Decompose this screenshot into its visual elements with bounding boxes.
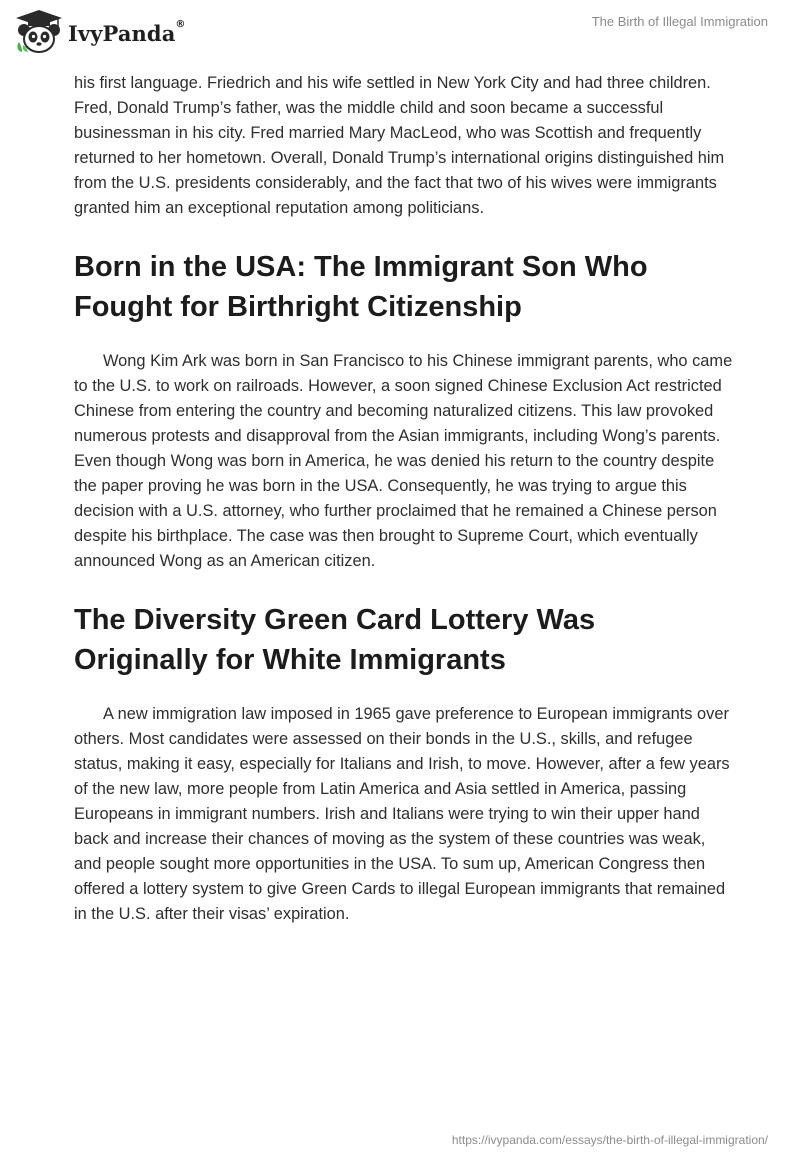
page-header <box>0 0 800 66</box>
section-paragraph-birthright-citizenship: Wong Kim Ark was born in San Francisco to his Chinese immigrant parents, who came to the U.S. to work on railroads. However, a soon signed Chinese Exclusion Act restricted Chinese from entering the country and becoming naturalized citizens. This law provoked numerous protests and disapproval from the Asian immigrants, including Wong’s parents. Even though Wong was born in America, he was denied his return to the country despite the paper proving he was born in the USA. Consequently, he was trying to argue this decision with a U.S. attorney, who further proclaimed that he remained a Chinese person despite his birthplace. The case was then brought to Supreme Court, which eventually announced Wong as an American citizen. <box>74 352 733 570</box>
section-heading-green-card-lottery: The Diversity Green Card Lottery Was Originally for White Immigrants <box>74 604 596 676</box>
brand-logo[interactable] <box>14 8 186 54</box>
section-paragraph-green-card-lottery: A new immigration law imposed in 1965 gave preference to European immigrants over others. Most candidates were assessed on their bonds in the U.S., skills, and refugee status, making it easy, especially for Italians and Irish, to move. However, after a few years of the new law, more people from Latin America and Asia settled in America, passing Europeans in immigrant numbers. Irish and Italians were trying to win their upper hand back and increase their chances of moving as the system of these countries was weak, and people sought more opportunities in the USA. To sum up, American Congress then offered a lottery system to give Green Cards to illegal European immigrants that remained in the U.S. after their visas’ expiration. <box>74 705 730 923</box>
document-title: The Birth of Illegal Immigration <box>591 14 768 29</box>
intro-paragraph: his first language. Friedrich and his wife settled in New York City and had three children. Fred, Donald Trump’s father, was the middle child and soon became a successful businessman in his city. Fred married Mary MacLeod, who was Scottish and frequently returned to her hometown. Overall, Donald Trump’s international origins distinguished him from the U.S. presidents considerably, and the fact that two of his wives were immigrants granted him an exceptional reputation among politicians. <box>74 74 725 217</box>
registered-mark: ® <box>175 18 186 30</box>
brand-name: IvyPanda® <box>68 18 186 46</box>
essay-content <box>74 71 734 927</box>
section-heading-birthright-citizenship: Born in the USA: The Immigrant Son Who Fought for Birthright Citizenship <box>74 251 648 323</box>
footer-url-link[interactable]: https://ivypanda.com/essays/the-birth-of-illegal-immigration/ <box>451 1133 768 1147</box>
panda-graduation-cap-icon <box>14 8 64 54</box>
